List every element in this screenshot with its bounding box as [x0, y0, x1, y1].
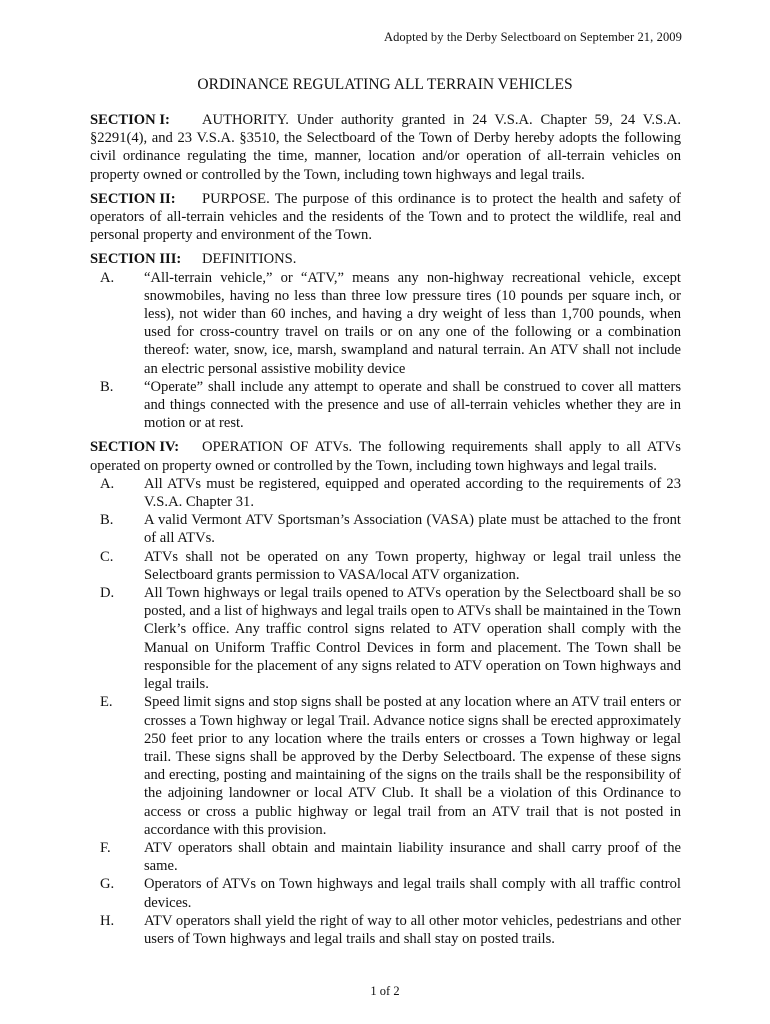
list-item-text: ATV operators shall yield the right of way to all other motor vehicles, pedestrians and other users of Town highways and legal trails and shall stay on posted trails. — [144, 912, 681, 947]
section-3 — [90, 250, 681, 432]
list-marker: B. — [100, 512, 114, 529]
section-label: SECTION II: — [90, 190, 176, 207]
section-label: SECTION IV: — [90, 439, 180, 456]
list-marker: A. — [100, 475, 115, 492]
list-item-text: A valid Vermont ATV Sportsman’s Association (VASA) plate must be attached to the front of all ATVs. — [144, 512, 681, 547]
list-marker: D. — [100, 585, 115, 602]
list-item-text: “Operate” shall include any attempt to operate and shall be construed to cover all matters and things connected with the presence and use of all-terrain vehicles whether they are in motion or at rest. — [144, 378, 681, 432]
section-text: PURPOSE. The purpose of this ordinance is to protect the health and safety of operators of all-terrain vehicles and the residents of the Town and to protect the wildlife, real and personal property and environment of the Town. — [90, 190, 681, 244]
list-item-text: All Town highways or legal trails opened to ATVs operation by the Selectboard shall be so posted, and a list of highways and legal trails open to ATVs shall be maintained in the Town Clerk’s office. Any traffic control signs related to ATV operation shall comply with the Manual on Uniform Traffic Control Devices in form and placement. The Town shall be responsible for the placement of any signs related to ATV operation on Town highways and legal trails. — [144, 585, 681, 693]
document-body — [90, 111, 681, 954]
adoption-note: Adopted by the Derby Selectboard on September 21, 2009 — [383, 30, 682, 44]
section-label: SECTION III: — [90, 251, 182, 268]
section-label: SECTION I: — [90, 112, 170, 128]
list-marker: F. — [100, 839, 111, 856]
list-item — [90, 378, 681, 433]
document-title: ORDINANCE REGULATING ALL TERRAIN VEHICLES — [197, 76, 573, 93]
list-item — [90, 548, 681, 584]
list-marker: C. — [100, 548, 114, 565]
list-item-text: All ATVs must be registered, equipped and operated according to the requirements of 23 V.S.A. Chapter 31. — [144, 475, 681, 511]
section-4 — [90, 438, 681, 948]
list-item-text: “All-terrain vehicle,” or “ATV,” means any non-highway recreational vehicle, except snowmobiles, having no less than three low pressure tires (10 pounds per square inch, or less), not wider than 60 inches, and having a dry weight of less than 1,700 pounds, when used for cross-country travel on trails or on any one of the following or a combination thereof: water, snow, ice, marsh, swampland and natural terrain. An ATV shall not include an electric personal assistive mobility device — [144, 269, 681, 377]
list-item — [90, 912, 681, 948]
section-1 — [90, 111, 681, 184]
list-marker: A. — [100, 269, 115, 286]
list-item-text: Speed limit signs and stop signs shall be posted at any location where an ATV trail enters or crosses a Town highway or legal Trail. Advance notice signs shall be erected approximately 250 feet prior to any location where the trails enters or crosses a Town highway or legal trail. These signs shall be approved by the Derby Selectboard. The expense of these signs and erecting, posting and maintaining of the signs on the trails shall be the responsibility of the adjoining landowner or local ATV Club. It shall be a violation of this Ordinance to access or cross a public highway or legal trail from an ATV trail that is not posted in accordance with this provision. — [144, 694, 681, 838]
list-marker: G. — [100, 876, 115, 893]
section-text: AUTHORITY. Under authority granted in 24 V.S.A. Chapter 59, 24 V.S.A. §2291(4), and 23 V.S.A. §3510, the Selectboard of the Town of Derby hereby adopts the following civil ordinance regulating the time, manner, location and/or operation of all-terrain vehicles on property owned or controlled by the Town, including town highways and legal trails. — [90, 112, 681, 183]
page-number: 1 of 2 — [370, 984, 400, 998]
section-2 — [90, 190, 681, 245]
list-item — [90, 875, 681, 911]
list-item-text: Operators of ATVs on Town highways and legal trails shall comply with all traffic control devices. — [144, 876, 681, 911]
section-text: OPERATION OF ATVs. The following requirements shall apply to all ATVs operated on property owned or controlled by the Town, including town highways and legal trails. — [90, 439, 681, 474]
list-item — [90, 693, 681, 839]
list-item — [90, 511, 681, 547]
list-item — [90, 584, 681, 693]
section-text: DEFINITIONS. — [202, 251, 297, 268]
list-item — [90, 269, 681, 378]
list-item — [90, 839, 681, 875]
list-marker: B. — [100, 378, 114, 395]
list-marker: H. — [100, 912, 115, 929]
list-item-text: ATV operators shall obtain and maintain liability insurance and shall carry proof of the same. — [144, 839, 681, 875]
list-item-text: ATVs shall not be operated on any Town property, highway or legal trail unless the Selectboard grants permission to VASA/local ATV organization. — [144, 548, 681, 583]
list-item — [90, 475, 681, 511]
list-marker: E. — [100, 694, 113, 711]
